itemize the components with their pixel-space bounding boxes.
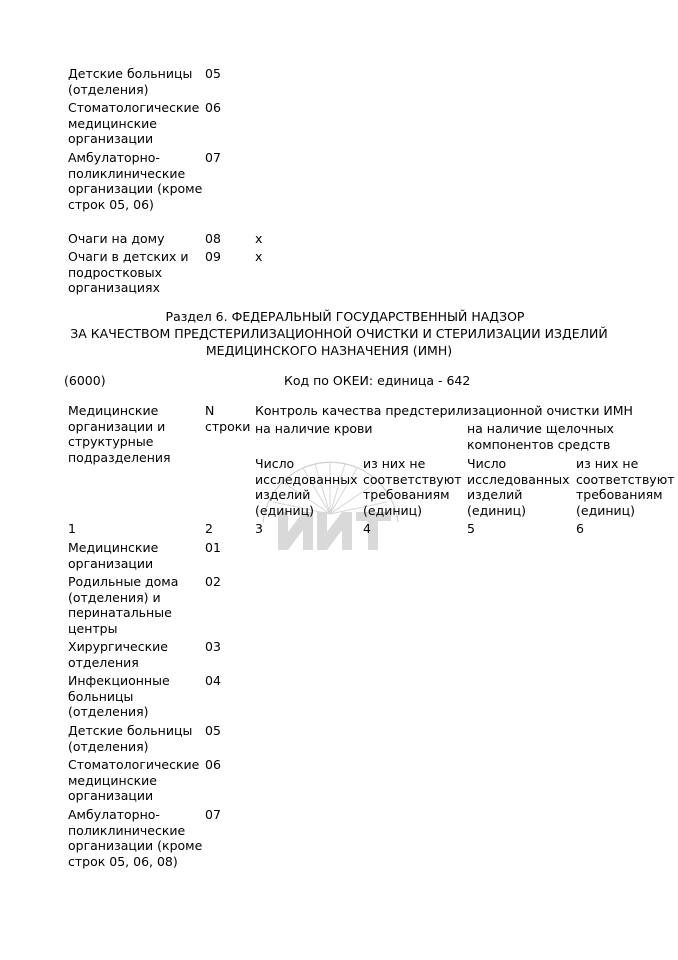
row-code: 03 [205, 639, 221, 654]
header-col-6: из них не соответствуют требованиям (единиц) [576, 456, 675, 518]
row-code: 07 [205, 150, 221, 165]
col-number: 1 [68, 521, 76, 536]
col-number: 6 [576, 521, 584, 536]
row-name: Очаги на дому [68, 231, 165, 246]
okei-code: Код по ОКЕИ: единица - 642 [284, 373, 471, 388]
header-sub-alkaline: на наличие щелочных компонентов средств [467, 421, 614, 452]
section-title-line-3: МЕДИЦИНСКОГО НАЗНАЧЕНИЯ (ИМН) [205, 343, 453, 358]
row-name: Амбулаторно-поликлинические организации (кроме строк 05, 06) [68, 150, 203, 212]
row-code: 06 [205, 100, 221, 115]
table-code: (6000) [64, 373, 106, 388]
row-name: Хирургические отделения [68, 639, 168, 670]
row-code: 05 [205, 66, 221, 81]
header-col-line-number: N строки [205, 403, 251, 434]
header-sub-blood: на наличие крови [255, 421, 373, 436]
row-mark: x [255, 249, 263, 264]
row-name: Инфекционные больницы (отделения) [68, 673, 170, 719]
row-name: Стоматологические медицинские организации [68, 100, 200, 146]
row-code: 08 [205, 231, 221, 246]
section-title-line-1: Раздел 6. ФЕДЕРАЛЬНЫЙ ГОСУДАРСТВЕННЫЙ НАДЗОР [165, 309, 525, 324]
row-code: 07 [205, 807, 221, 822]
row-name: Детские больницы (отделения) [68, 723, 193, 754]
col-number: 2 [205, 521, 213, 536]
row-code: 06 [205, 757, 221, 772]
row-code: 02 [205, 574, 221, 589]
col-number: 5 [467, 521, 475, 536]
header-col-name: Медицинские организации и структурные подразделения [68, 403, 171, 465]
row-code: 04 [205, 673, 221, 688]
col-number: 4 [363, 521, 371, 536]
section-title-line-2: ЗА КАЧЕСТВОМ ПРЕДСТЕРИЛИЗАЦИОННОЙ ОЧИСТКИ И СТЕРИЛИЗАЦИИ ИЗДЕЛИЙ [70, 326, 608, 341]
row-mark: x [255, 231, 263, 246]
header-col-3: Число исследованных изделий (единиц) [255, 456, 358, 518]
row-code: 09 [205, 249, 221, 264]
header-col-5: Число исследованных изделий (единиц) [467, 456, 570, 518]
row-name: Очаги в детских и подростковых организациях [68, 249, 189, 295]
row-name: Родильные дома (отделения) и перинатальные центры [68, 574, 179, 636]
row-name: Детские больницы (отделения) [68, 66, 193, 97]
header-group: Контроль качества предстерилизационной очистки ИМН [255, 403, 633, 418]
row-code: 01 [205, 540, 221, 555]
row-code: 05 [205, 723, 221, 738]
row-name: Медицинские организации [68, 540, 159, 571]
header-col-4: из них не соответствуют требованиям (единиц) [363, 456, 462, 518]
row-name: Амбулаторно-поликлинические организации (кроме строк 05, 06, 08) [68, 807, 203, 869]
row-name: Стоматологические медицинские организации [68, 757, 200, 803]
col-number: 3 [255, 521, 263, 536]
